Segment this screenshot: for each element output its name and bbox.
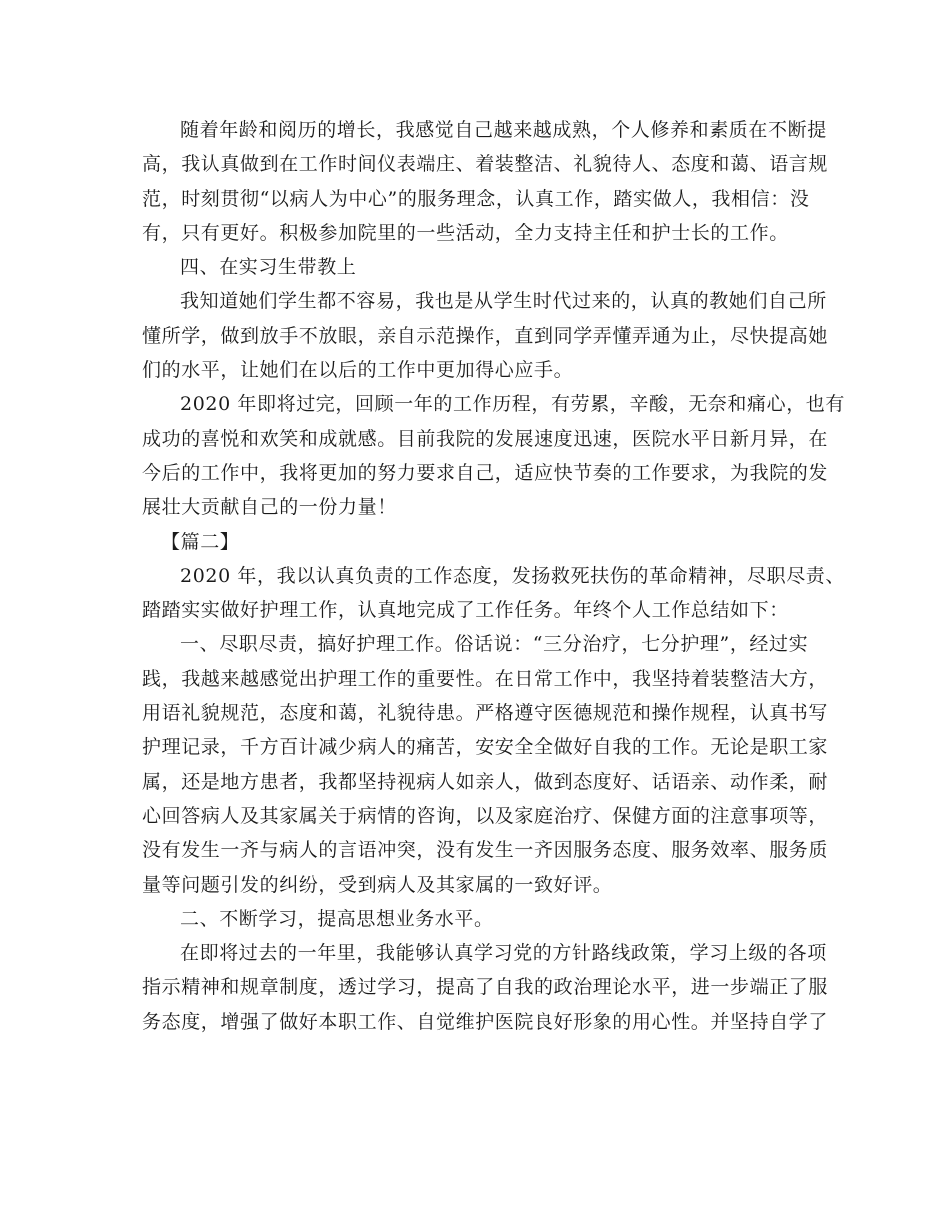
paragraph-line: 一、尽职尽责，搞好护理工作。俗话说：“三分治疗，七分护理”，经过实 [180, 633, 809, 656]
paragraph-line: 2020 年即将过完，回顾一年的工作历程，有劳累，辛酸，无奈和痛心，也有 [180, 393, 845, 416]
paragraph-line: 属，还是地方患者，我都坚持视病人如亲人，做到态度好、话语亲、动作柔，耐 [142, 770, 829, 793]
paragraph-line: 高，我认真做到在工作时间仪表端庄、着装整洁、礼貌待人、态度和蔼、语言规 [142, 153, 829, 176]
paragraph-line: 务态度，增强了做好本职工作、自觉维护医院良好形象的用心性。并坚持自学了 [142, 1010, 829, 1033]
paragraph-line: 范，时刻贯彻“以病人为中心”的服务理念，认真工作，踏实做人，我相信：没 [142, 187, 810, 210]
section-heading: 四、在实习生带教上 [180, 256, 357, 279]
document-body [142, 113, 845, 1039]
paragraph-line: 有，只有更好。积极参加院里的一些活动，全力支持主任和护士长的工作。 [142, 221, 789, 244]
paragraph-line: 在即将过去的一年里，我能够认真学习党的方针路线政策，学习上级的各项 [180, 942, 827, 965]
paragraph-line: 2020 年，我以认真负责的工作态度，发扬救死扶伤的革命精神，尽职尽责、 [180, 564, 845, 587]
paragraph-line: 今后的工作中，我将更加的努力要求自己，适应快节奏的工作要求，为我院的发 [142, 461, 829, 484]
paragraph-line: 展壮大贡献自己的一份力量！ [142, 496, 397, 519]
paragraph-line: 践，我越来越感觉出护理工作的重要性。在日常工作中，我坚持着装整洁大方， [142, 667, 829, 690]
paragraph-line: 指示精神和规章制度，透过学习，提高了自我的政治理论水平，进一步端正了服 [142, 976, 829, 999]
paragraph-line: 没有发生一齐与病人的言语冲突，没有发生一齐因服务态度、服务效率、服务质 [142, 839, 829, 862]
section-title: 【篇二】 [161, 530, 240, 553]
section-heading: 二、不断学习，提高思想业务水平。 [180, 907, 494, 930]
paragraph-line: 们的水平，让她们在以后的工作中更加得心应手。 [142, 359, 574, 382]
paragraph-line: 成功的喜悦和欢笑和成就感。目前我院的发展速度迅速，医院水平日新月异，在 [142, 427, 829, 450]
paragraph-line: 护理记录，千方百计减少病人的痛苦，安安全全做好自我的工作。无论是职工家 [142, 736, 829, 759]
paragraph-line: 量等问题引发的纠纷，受到病人及其家属的一致好评。 [142, 873, 613, 896]
paragraph-line: 用语礼貌规范，态度和蔼，礼貌待患。严格遵守医德规范和操作规程，认真书写 [142, 702, 829, 725]
paragraph-line: 踏踏实实做好护理工作，认真地完成了工作任务。年终个人工作总结如下： [142, 599, 789, 622]
paragraph-line: 随着年龄和阅历的增长，我感觉自己越来越成熟，个人修养和素质在不断提 [180, 119, 827, 141]
paragraph-line: 懂所学，做到放手不放眼，亲自示范操作，直到同学弄懂弄通为止，尽快提高她 [142, 324, 829, 347]
paragraph-line: 我知道她们学生都不容易，我也是从学生时代过来的，认真的教她们自己所 [180, 290, 827, 313]
paragraph-line: 心回答病人及其家属关于病情的咨询，以及家庭治疗、保健方面的注意事项等， [142, 804, 829, 827]
